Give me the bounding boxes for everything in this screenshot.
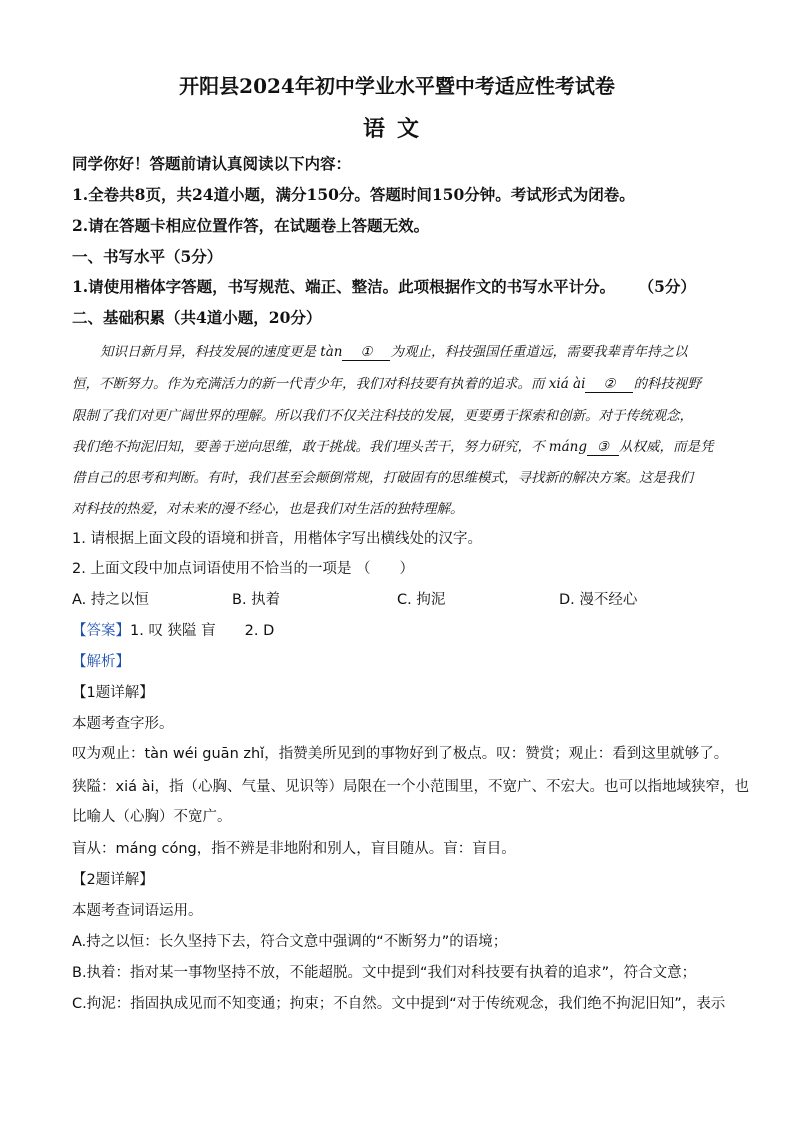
answer-label: 【答案】 xyxy=(72,623,130,639)
subject-title: 语文 xyxy=(362,116,431,142)
passage-line-1 xyxy=(100,340,750,361)
section-1-heading: 一、书写水平（5分） xyxy=(72,247,223,266)
passage-text: 从权威，而是凭 xyxy=(618,439,714,455)
detail-1-line-5: 盲从：máng cóng，指不辨是非地附和别人，盲目随从。盲：盲目。 xyxy=(72,841,516,857)
detail-2-line-2: A.持之以恒：长久坚持下去，符合文意中强调的“不断努力”的语境； xyxy=(72,934,508,950)
answer-text: 1. 叹 狭隘 盲 2. D xyxy=(130,623,275,639)
detail-1-label: 【1题详解】 xyxy=(72,685,154,701)
detail-2-line-1: 本题考查词语运用。 xyxy=(72,903,203,919)
blank-1: ① xyxy=(342,344,390,361)
detail-1-line-1: 本题考查字形。 xyxy=(72,716,174,732)
passage-line-5: 借自己的思考和判断。有时，我们甚至会颠倒常规，打破固有的思维模式，寻找新的解决方案。这是我们 xyxy=(72,470,693,486)
intro-rule-2: 2.请在答题卡相应位置作答，在试题卷上答题无效。 xyxy=(72,216,430,235)
option-d: D. 漫不经心 xyxy=(559,592,638,608)
passage-text: 知识日新月异，科技发展的速度更是 tàn xyxy=(100,344,343,360)
option-b: B. 执着 xyxy=(232,592,281,608)
sub-question-1: 1. 请根据上面文段的语境和拼音，用楷体字写出横线处的汉字。 xyxy=(72,531,482,547)
detail-1-line-3: 狭隘：xiá ài，指（心胸、气量、见识等）局限在一个小范围里，不宽广、不宏大。也可以指地域狭窄，也 xyxy=(72,779,750,795)
analysis-label: 【解析】 xyxy=(72,654,130,670)
passage-text: 的科技视野 xyxy=(633,376,701,392)
option-a: A. 持之以恒 xyxy=(72,592,149,608)
passage-line-4 xyxy=(72,435,722,456)
passage-text: 为观止，科技强国任重道远，需要我辈青年持之以 xyxy=(390,344,688,360)
blank-2: ② xyxy=(585,376,633,393)
exam-title: 开阳县2024年初中学业水平暨中考适应性考试卷 xyxy=(179,74,615,98)
sub-question-2: 2. 上面文段中加点词语使用不恰当的一项是 （ ） xyxy=(72,561,415,577)
detail-2-line-3: B.执着：指对某一事物坚持不放，不能超脱。文中提到“我们对科技要有执着的追求”，符合文意； xyxy=(72,965,697,981)
passage-line-6: 对科技的热爱，对未来的漫不经心，也是我们对生活的独特理解。 xyxy=(72,501,464,517)
option-c: C. 拘泥 xyxy=(397,592,446,608)
question-1-body: 1.请使用楷体字答题，书写规范、端正、整洁。此项根据作文的书写水平计分。 xyxy=(72,277,616,296)
question-1-score: （5分） xyxy=(638,277,696,296)
detail-1-line-4: 比喻人（心胸）不宽广。 xyxy=(72,809,232,825)
blank-3: ③ xyxy=(587,439,619,456)
intro-rule-1: 1.全卷共8页，共24道小题，满分150分。答题时间150分钟。考试形式为闭卷。 xyxy=(72,185,635,204)
passage-line-3: 限制了我们对更广阔世界的理解。所以我们不仅关注科技的发展，更要勇于探索和创新。对于传统观念， xyxy=(72,408,693,424)
answer-line xyxy=(72,619,722,640)
passage-text: 我们绝不拘泥旧知，要善于逆向思维，敢于挑战。我们埋头苦干，努力研究，不 máng xyxy=(72,439,587,455)
detail-2-label: 【2题详解】 xyxy=(72,872,154,888)
detail-1-line-2: 叹为观止：tàn wéi guān zhǐ，指赞美所见到的事物好到了极点。叹：赞赏；观止：看到这里就够了。 xyxy=(72,746,729,762)
passage-text: 恒，不断努力。作为充满活力的新一代青少年，我们对科技要有执着的追求。而 xiá ài xyxy=(72,376,586,392)
section-2-heading: 二、基础积累（共4道小题，20分） xyxy=(72,308,322,327)
detail-2-line-4: C.拘泥：指固执成见而不知变通；拘束；不自然。文中提到“对于传统观念，我们绝不拘泥旧知”，表示 xyxy=(72,996,726,1012)
question-1-text xyxy=(72,275,722,297)
intro-greeting: 同学你好！答题前请认真阅读以下内容： xyxy=(72,154,352,173)
passage-line-2 xyxy=(72,372,722,393)
